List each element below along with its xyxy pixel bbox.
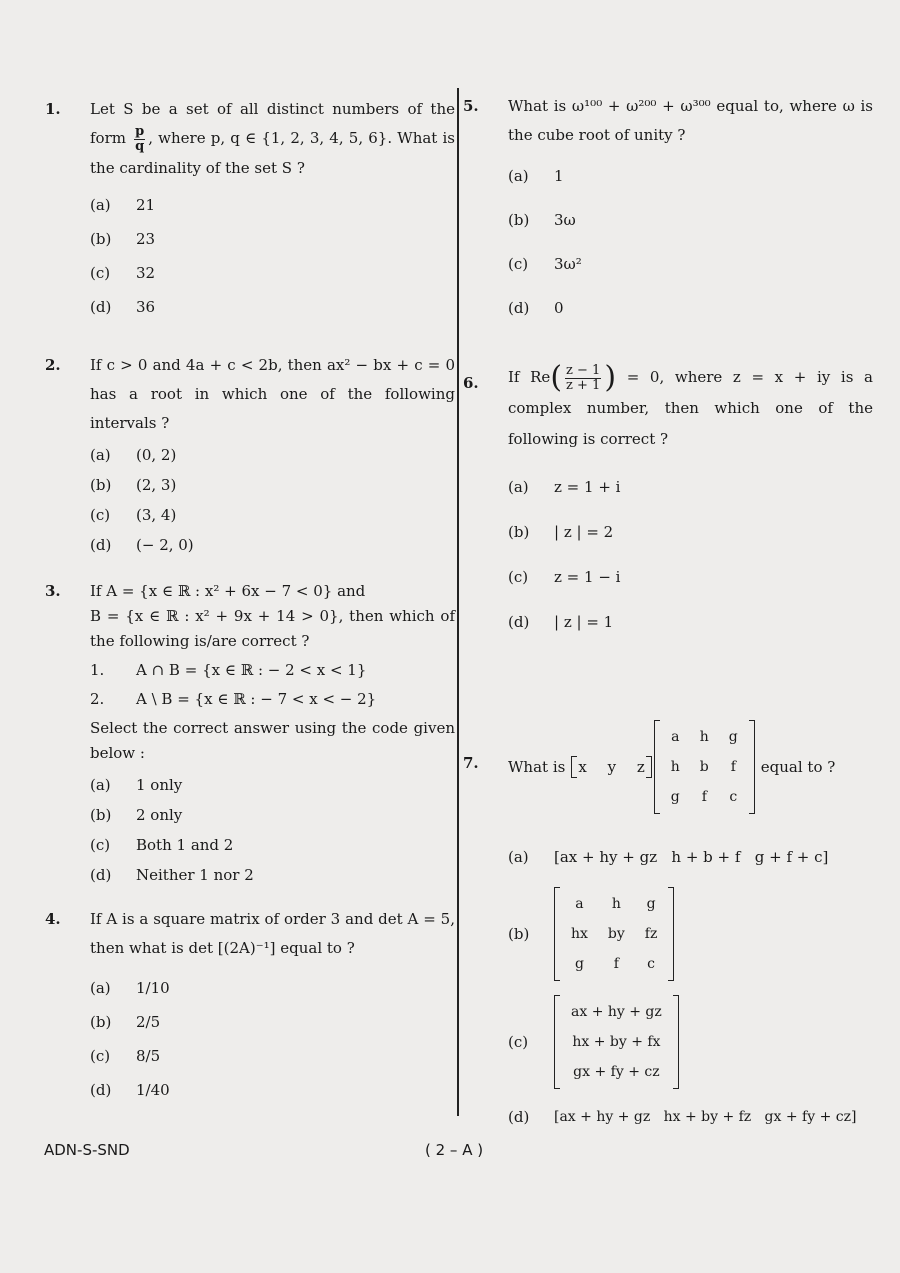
option-c[interactable] <box>90 257 455 291</box>
matrix-cell: ax + hy + gz <box>571 1004 662 1020</box>
fraction <box>565 364 601 393</box>
options <box>90 971 455 1107</box>
option-b[interactable] <box>90 800 455 830</box>
question-text-part: Re <box>530 368 551 386</box>
option-value: [ax + hy + gz h + b + f g + f + c] <box>554 847 829 866</box>
row-vector-entry: z <box>636 758 645 776</box>
option-label: (a) <box>90 775 111 794</box>
question-text-part: , where p, q ∈ {1, 2, 3, 4, 5, 6}. What is the cardinality of the set S ? <box>90 129 455 177</box>
instruction-text: Select the correct answer using the code given below : <box>90 719 455 762</box>
option-c[interactable] <box>508 555 873 600</box>
matrix-cell: f <box>613 956 619 972</box>
option-label: (b) <box>508 523 530 541</box>
option-label: (b) <box>90 1012 112 1031</box>
question-number: 1. <box>45 100 61 118</box>
option-label: (a) <box>90 445 111 464</box>
option-value: 1 only <box>136 775 183 794</box>
question-number: 5. <box>463 97 479 115</box>
option-b[interactable] <box>90 470 455 500</box>
matrix-cell: f <box>730 759 736 775</box>
option-label: (a) <box>508 478 529 496</box>
row-vector <box>571 756 651 778</box>
option-d[interactable] <box>90 860 455 890</box>
option-c[interactable] <box>90 1039 455 1073</box>
matrix-cell: gx + fy + cz <box>573 1064 660 1080</box>
matrix <box>554 887 674 981</box>
option-value: 1/10 <box>136 978 170 997</box>
matrix-cell: a <box>671 729 680 745</box>
question-number: 4. <box>45 910 61 928</box>
row-vector-entry: y <box>607 758 617 776</box>
question-text: If A is a square matrix of order 3 and det A = 5, then what is det [(2A)⁻¹] equal to ? <box>90 910 455 957</box>
option-label: (c) <box>508 254 529 273</box>
option-b[interactable] <box>508 886 873 982</box>
option-value: Both 1 and 2 <box>136 835 234 854</box>
question-text-part: What is <box>508 757 566 776</box>
option-label: (a) <box>90 196 111 214</box>
option-value: z = 1 − i <box>554 568 621 586</box>
matrix <box>554 995 679 1089</box>
option-value: 1/40 <box>136 1080 170 1099</box>
option-label: (b) <box>508 210 530 229</box>
question-text <box>90 95 455 183</box>
question-2 <box>45 351 455 560</box>
option-c[interactable] <box>90 500 455 530</box>
right-paren: ) <box>604 360 617 395</box>
option-value: 23 <box>136 230 156 248</box>
matrix <box>654 720 755 814</box>
option-a[interactable] <box>508 840 873 874</box>
question-text-part: Let S be a set of all distinct numbers of the form <box>90 100 455 147</box>
statement-2 <box>90 687 455 712</box>
fraction-denominator: q <box>135 138 145 154</box>
option-label: (c) <box>90 264 111 282</box>
option-value: 36 <box>136 298 156 316</box>
option-label: (a) <box>90 978 111 997</box>
option-label: (c) <box>90 505 111 524</box>
matrix-cell: h <box>670 759 680 775</box>
question-line: If A = {x ∈ ℝ : x² + 6x − 7 < 0} and <box>90 582 366 600</box>
question-text <box>508 362 873 455</box>
option-label: (c) <box>508 1032 529 1051</box>
options <box>508 840 873 1134</box>
question-text-part: equal to ? <box>760 757 836 776</box>
option-d[interactable] <box>508 600 873 645</box>
option-label: (a) <box>508 847 529 866</box>
question-text: If c > 0 and 4a + c < 2b, then ax² − bx + c = 0 has a root in which one of the following intervals ? <box>90 356 455 432</box>
matrix-cell: a <box>575 896 584 912</box>
statement-value: A \ B = {x ∈ ℝ : − 7 < x < − 2} <box>136 690 377 708</box>
option-label: (b) <box>90 475 112 494</box>
option-value: Neither 1 nor 2 <box>136 865 254 884</box>
option-value: 3ω <box>554 210 576 229</box>
matrix-cell: fz <box>644 926 658 942</box>
left-paren: ( <box>550 360 563 395</box>
option-a[interactable] <box>90 189 455 223</box>
options <box>90 440 455 560</box>
question-5 <box>463 92 873 330</box>
option-value: z = 1 + i <box>554 478 621 496</box>
option-label: (b) <box>90 230 112 248</box>
option-d[interactable] <box>508 1100 873 1134</box>
question-number: 7. <box>463 754 479 772</box>
option-label: (d) <box>90 298 112 316</box>
column-divider <box>457 88 459 1116</box>
matrix-cell: by <box>607 926 625 942</box>
matrix-cell: h <box>699 729 709 745</box>
fraction <box>134 125 145 154</box>
fraction-numerator: z − 1 <box>566 362 601 378</box>
fraction-numerator: p <box>135 123 145 139</box>
option-label: (d) <box>90 1080 112 1099</box>
question-text <box>508 720 873 814</box>
option-a[interactable] <box>90 440 455 470</box>
matrix-cell: hx <box>571 926 588 942</box>
option-d[interactable] <box>508 286 873 330</box>
options <box>90 189 455 325</box>
option-value: (3, 4) <box>136 505 177 524</box>
option-label: (d) <box>508 1107 530 1126</box>
option-value: 0 <box>554 298 564 317</box>
option-label: (c) <box>90 1046 111 1065</box>
matrix-cell: c <box>647 956 655 972</box>
option-label: (d) <box>508 298 530 317</box>
option-label: (d) <box>508 613 530 631</box>
option-a[interactable] <box>90 971 455 1005</box>
question-text: What is ω¹⁰⁰ + ω²⁰⁰ + ω³⁰⁰ equal to, where ω is the cube root of unity ? <box>508 97 873 144</box>
option-value: 2 only <box>136 805 183 824</box>
option-b[interactable] <box>508 510 873 555</box>
footer-page-number: ( 2 – A ) <box>425 1141 484 1159</box>
option-value: (0, 2) <box>136 445 177 464</box>
matrix-cell: g <box>646 896 656 912</box>
option-value: 21 <box>136 196 156 214</box>
option-a[interactable] <box>508 154 873 198</box>
option-value: [ax + hy + gz hx + by + fz gx + fy + cz] <box>554 1108 857 1125</box>
statement-label: 2. <box>90 690 105 708</box>
question-text-part: If <box>508 368 520 386</box>
option-label: (d) <box>90 535 112 554</box>
option-label: (d) <box>90 865 112 884</box>
question-number: 2. <box>45 356 61 374</box>
option-c[interactable] <box>508 242 873 286</box>
option-label: (a) <box>508 166 529 185</box>
option-label: (b) <box>508 924 530 943</box>
option-label: (c) <box>508 568 529 586</box>
option-value: 1 <box>554 166 564 185</box>
option-c[interactable] <box>90 830 455 860</box>
question-number: 6. <box>463 374 479 392</box>
footer-code: ADN-S-SND <box>44 1141 130 1159</box>
question-1 <box>45 95 455 325</box>
option-label: (c) <box>90 835 111 854</box>
matrix-cell: hx + by + fx <box>572 1034 661 1050</box>
option-value: | z | = 1 <box>554 613 614 631</box>
question-7 <box>463 720 873 1134</box>
question-3 <box>45 579 455 890</box>
option-value: | z | = 2 <box>554 523 614 541</box>
question-text-part: = 0, where z = x + iy is a complex number, then which one of the following is correct ? <box>508 368 873 448</box>
option-label: (b) <box>90 805 112 824</box>
options <box>90 770 455 890</box>
option-d[interactable] <box>90 1073 455 1107</box>
matrix-cell: c <box>729 789 738 805</box>
statement-value: A ∩ B = {x ∈ ℝ : − 2 < x < 1} <box>136 661 367 679</box>
matrix-cell: b <box>699 759 709 775</box>
option-d[interactable] <box>90 291 455 325</box>
options <box>508 465 873 645</box>
option-value: (− 2, 0) <box>136 535 194 554</box>
question-text <box>90 579 455 766</box>
statement-1 <box>90 658 455 683</box>
question-number: 3. <box>45 582 61 600</box>
option-b[interactable] <box>90 223 455 257</box>
fraction-denominator: z + 1 <box>566 377 601 393</box>
option-value: 3ω² <box>554 254 582 273</box>
matrix-cell: f <box>701 789 707 805</box>
option-a[interactable] <box>508 465 873 510</box>
question-6 <box>463 362 873 645</box>
question-line: B = {x ∈ ℝ : x² + 9x + 14 > 0}, then which of the following is/are correct ? <box>90 607 455 650</box>
options <box>508 154 873 330</box>
option-b[interactable] <box>508 198 873 242</box>
option-value: 8/5 <box>136 1046 161 1065</box>
option-b[interactable] <box>90 1005 455 1039</box>
row-vector-entry: x <box>578 758 587 776</box>
matrix-cell: g <box>670 789 680 805</box>
matrix-cell: g <box>728 729 738 745</box>
option-d[interactable] <box>90 530 455 560</box>
matrix-cell: h <box>611 896 621 912</box>
matrix-cell: g <box>574 956 584 972</box>
option-value: 2/5 <box>136 1012 161 1031</box>
option-c[interactable] <box>508 994 873 1090</box>
question-4 <box>45 905 455 1107</box>
statement-label: 1. <box>90 661 105 679</box>
option-value: (2, 3) <box>136 475 177 494</box>
option-a[interactable] <box>90 770 455 800</box>
option-value: 32 <box>136 264 156 282</box>
